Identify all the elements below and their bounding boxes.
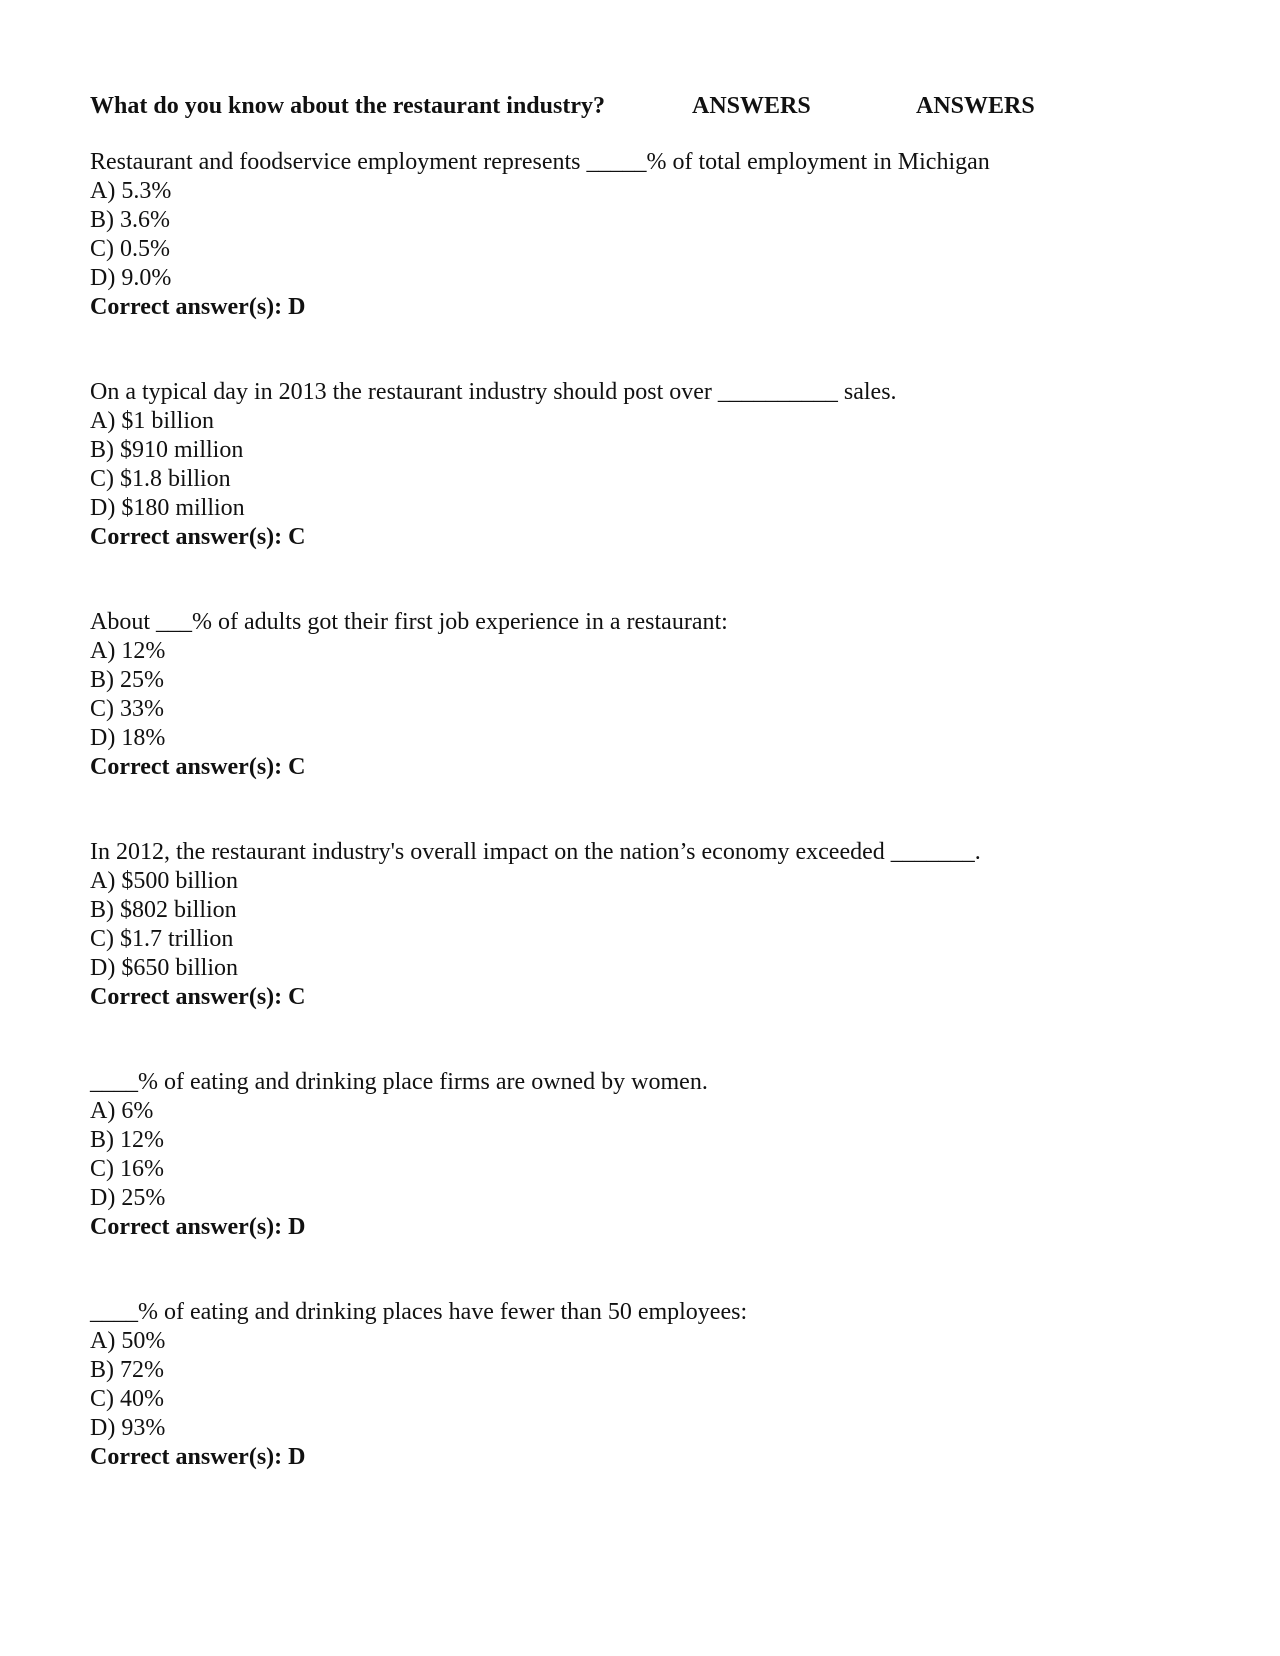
correct-answer: Correct answer(s): C [90,523,306,550]
answers-heading: ANSWERS [916,93,1035,119]
document-header [0,90,1280,122]
question-block [90,148,1210,321]
answer-choice: B) 72% [90,1356,164,1383]
question-stem: ____% of eating and drinking places have fewer than 50 employees: [90,1299,748,1325]
answer-choice: D) $180 million [90,494,245,521]
answer-choice: A) 12% [90,637,166,664]
answer-choice: D) 9.0% [90,264,172,291]
answer-choice: D) 18% [90,724,166,751]
correct-answer: Correct answer(s): D [90,293,306,320]
answer-choice: B) 25% [90,666,164,693]
question-stem: Restaurant and foodservice employment represents _____% of total employment in Michigan [90,149,990,175]
answer-choice: D) $650 billion [90,954,238,981]
question-stem: ____% of eating and drinking place firms are owned by women. [90,1069,708,1095]
correct-answer: Correct answer(s): D [90,1213,306,1240]
answers-heading: ANSWERS [692,93,811,119]
answer-choice: A) 50% [90,1327,166,1354]
answer-choice: A) 5.3% [90,177,172,204]
question-block [90,1298,1210,1471]
answer-choice: D) 93% [90,1414,166,1441]
answer-choice: A) $500 billion [90,867,238,894]
answer-choice: B) $910 million [90,436,244,463]
question-stem: In 2012, the restaurant industry's overall impact on the nation’s economy exceeded _______. [90,839,981,865]
answer-choice: C) 0.5% [90,235,170,262]
answer-choice: C) $1.7 trillion [90,925,234,952]
answer-choice: C) 16% [90,1155,164,1182]
page-title: What do you know about the restaurant industry? [90,93,605,119]
answer-choice: C) 40% [90,1385,164,1412]
answer-choice: D) 25% [90,1184,166,1211]
answer-choice: B) 12% [90,1126,164,1153]
answer-choice: C) $1.8 billion [90,465,231,492]
question-block [90,1068,1210,1241]
answer-choice: B) 3.6% [90,206,170,233]
question-block [90,378,1210,551]
question-block [90,838,1210,1011]
answer-choice: A) 6% [90,1097,154,1124]
question-stem: On a typical day in 2013 the restaurant industry should post over __________ sales. [90,379,897,405]
answer-choice: A) $1 billion [90,407,214,434]
question-stem: About ___% of adults got their first job experience in a restaurant: [90,609,728,635]
answer-choice: B) $802 billion [90,896,237,923]
answer-choice: C) 33% [90,695,164,722]
correct-answer: Correct answer(s): D [90,1443,306,1470]
correct-answer: Correct answer(s): C [90,753,306,780]
question-block [90,608,1210,781]
correct-answer: Correct answer(s): C [90,983,306,1010]
